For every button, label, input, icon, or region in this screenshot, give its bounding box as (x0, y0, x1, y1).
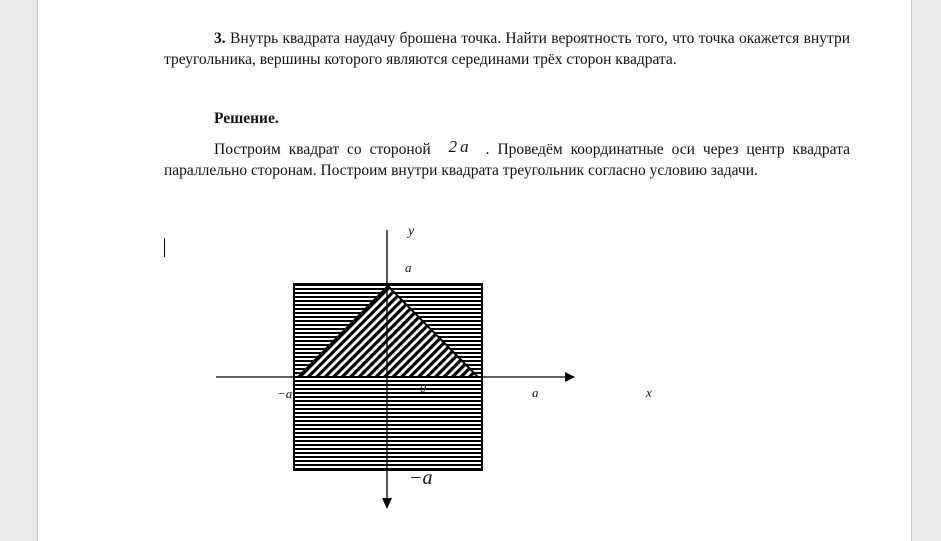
side-length-formula: 2a (448, 137, 472, 156)
x-axis-arrow-icon (565, 372, 575, 382)
y-axis-label: y (408, 224, 415, 239)
solution-text-after: . Проведём координатные оси через центр квадрата параллельно сторонам. Построим внутри квадрата треугольник согласно условию задачи. (164, 141, 850, 179)
coordinate-figure (38, 0, 911, 541)
y-bottom-label: −a (409, 467, 433, 489)
x-right-label: a (532, 385, 539, 400)
y-top-label: a (405, 260, 412, 275)
solution-text-before: Построим квадрат со стороной (214, 141, 431, 158)
x-axis-label: x (646, 385, 652, 400)
y-axis-arrow-icon (382, 498, 392, 509)
solution-heading: Решение. (214, 110, 279, 127)
document-page (37, 0, 912, 541)
x-left-label: −a (277, 386, 293, 401)
problem-text: Внутрь квадрата наудачу брошена точка. Найти вероятность того, что точка окажется внутри треугольника, вершины которого являются серединами трёх сторон квадрата. (164, 30, 850, 68)
problem-number: 3. (214, 30, 226, 47)
origin-label: 0 (420, 381, 426, 395)
